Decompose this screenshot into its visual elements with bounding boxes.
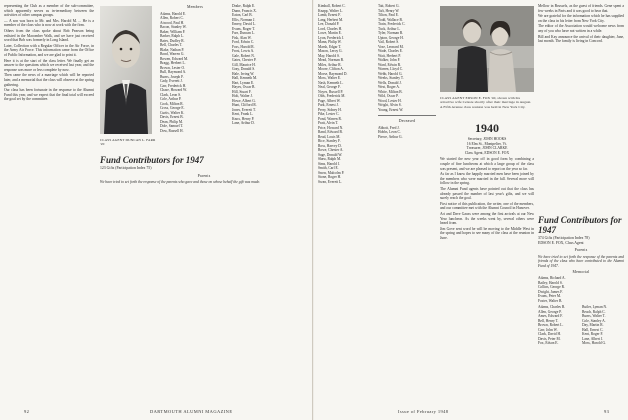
name-entry: Marsh, Edgar T.: [318, 44, 342, 49]
name-entry: Carr, John W.: [538, 327, 558, 332]
name-entry: Smith, Carl E.: [318, 166, 339, 170]
name-entry: Rand, Edward B.: [318, 130, 343, 134]
name-entry: Knapp, Walter L.: [318, 8, 343, 13]
class-1940-column: [440, 118, 534, 403]
name-entry: Holt, Walter J.: [232, 94, 253, 98]
name-entry: Cole, Arthur P.: [160, 97, 182, 101]
name-entry: May, Harold S.: [318, 53, 340, 58]
contributor-list-b: [582, 305, 624, 346]
name-entry: Warren, Lloyd C.: [378, 67, 404, 71]
name-entry: Vose, Leonard M.: [378, 44, 404, 49]
name-entry: Pike, Lester C.: [318, 112, 340, 116]
paragraph: Our class has been fortunate in the response to the Alumni Fund this year, and we expect that the final total will exceed the goal set by the committee.: [4, 88, 94, 102]
fund-subtitle: 123 Gifts (Participation Index 75): [100, 166, 152, 170]
right-page: [314, 0, 628, 420]
name-entry: Hayes, Oscar B.: [232, 85, 256, 89]
contributor-list-a: [538, 305, 580, 346]
name-entry: Train, Frederick C.: [378, 22, 406, 26]
name-entry: Collins, George R.: [538, 285, 565, 290]
name-entry: Ellis, Norman J.: [232, 17, 256, 22]
name-entry: Eaton, Carl B.: [232, 13, 253, 17]
name-entry: Hill, Stuart F.: [232, 89, 252, 94]
name-entry: Hunt, Clifford R.: [232, 103, 257, 107]
name-entry: Cady, Everett J.: [160, 79, 183, 83]
name-entry: Gale, Robert N.: [232, 53, 255, 58]
paragraph: — A son was born to Mr. and Mrs. Harold M. ... He is a member of the class who is now at work with the firm.: [4, 18, 94, 28]
name-entry: Frost, Lewis A.: [232, 49, 255, 53]
name-entry: Mann, Philip W.: [318, 40, 342, 44]
name-entry: Davis, Ernest B.: [160, 115, 184, 119]
name-entry: Tyler, Norman R.: [378, 31, 404, 35]
name-entry: Butler, Lyman N.: [582, 305, 608, 310]
name-entry: Bell, Charles T.: [160, 43, 183, 47]
name-entry: Webb, Harold G.: [378, 71, 403, 76]
right-footer: Issue of February 1948: [398, 409, 449, 414]
name-entry: Gray, Donald S.: [232, 67, 256, 71]
name-entry: Nash, Kenneth L.: [318, 80, 344, 85]
name-entry: Lane, Arthur D.: [232, 121, 255, 125]
name-entry: Mason, Leroy G.: [318, 49, 343, 53]
name-entry: Dwight, James F.: [538, 289, 563, 294]
name-entry: Knox, Henry P.: [232, 116, 255, 121]
name-entry: Read, Louis M.: [318, 134, 341, 139]
name-entry: Upton, George H.: [378, 35, 404, 40]
paragraph: We started the new year off in good form by combining a couple of fine luncheons at which a large group of the class was present, and we are pleased to report on the year so far.: [440, 157, 534, 171]
name-entry: Snow, Malcolm P.: [318, 170, 345, 175]
name-entry: Cole, Stanley A.: [582, 318, 606, 323]
name-entry: Rice, Stanley F.: [318, 139, 341, 143]
name-entry: Adams, Richard A.: [538, 276, 566, 281]
photo-caption: CLASS AGENT DUNCAN L. FARR '20: [100, 138, 156, 147]
portrait-photo: [100, 6, 152, 134]
name-entry: Wait, Herbert P.: [378, 53, 401, 58]
name-entry: Clark, David H.: [538, 332, 561, 337]
name-entry: Brown, Robert L.: [538, 323, 564, 328]
name-entry: Ames, Edward F.: [538, 314, 563, 319]
name-entry: West, Roger A.: [378, 85, 400, 89]
right-page-number: 93: [604, 409, 610, 414]
paragraph: Mellow in Brussels, as the guest of friends. Gene spent a few weeks in Paris and it was good to hear that.: [538, 4, 624, 13]
name-entry: Kent, Roger F.: [582, 332, 604, 337]
fund-note: We have tried to set forth the response of the parents and friends of the class who have contributed to the Alumni Fund of 1947.: [538, 254, 624, 268]
name-entry: Lang, Herbert M.: [318, 17, 344, 22]
paragraph: Later, Collection with a Regular Officer in the Air Force, in the Army Air Force. This information came from the Office of Public Information, and we are glad to print it.: [4, 43, 94, 57]
name-entry: Wood, Lester H.: [378, 98, 402, 103]
name-entry: Swan, Everett L.: [318, 179, 343, 184]
paragraph: We are grateful for the information which he has supplied on the class in his letter from New York City.: [538, 14, 624, 23]
name-entry: Moore, Clifton A.: [318, 67, 344, 71]
name-entry: Moss, Walter E.: [318, 76, 342, 80]
name-entry: Curtis, Walter K.: [160, 110, 185, 115]
name-entry: Rowe, Chester A.: [318, 148, 344, 152]
fund-title: Fund Contributors for 1947: [538, 215, 622, 235]
paragraph: Art and Dave Gauss were among the first arrivals at our New Year luncheon. As the weeks went by, several others were heard from.: [440, 211, 534, 226]
name-entry: Bates, Dudley R.: [160, 38, 185, 43]
name-entry: Lowe, Martin E.: [318, 31, 342, 35]
name-entry: Davis, Peter M.: [538, 336, 561, 341]
name-entry: Mead, Norman B.: [318, 58, 344, 62]
fund-title: Fund Contributors for 1947: [100, 155, 204, 165]
paragraph: Jim Gove sent word he will be moving to the Middle West in the spring and hopes to see many of the class at the reunion in June.: [440, 226, 534, 240]
name-entry: Dean, Philip M.: [160, 119, 183, 124]
fund-block-left: [100, 152, 308, 402]
name-entry: Adams, Harold E.: [160, 11, 186, 16]
name-entry: Carr, Frederick H.: [160, 83, 187, 88]
left-page-number: 92: [24, 409, 30, 414]
name-entry: Shaw, Ralph M.: [318, 157, 342, 161]
memorial-list: [538, 276, 624, 303]
name-entry: Hobbs, Leon C.: [378, 130, 401, 134]
name-entry: Bond, Warren G.: [160, 52, 185, 56]
name-entry: Wright, Alvin S.: [378, 103, 402, 107]
name-entry: Abbott, Fred J.: [378, 125, 400, 130]
section-header: Members: [186, 5, 204, 9]
name-entry: Pond, Warren R.: [318, 116, 342, 121]
name-entry: Park, Ernest J.: [318, 103, 339, 107]
name-entry: White, Milton B.: [378, 89, 403, 94]
name-entry: Tilton, Paul E.: [378, 13, 399, 17]
name-entry: Jones, Everett T.: [232, 107, 256, 112]
name-entry: Evans, Roger T.: [232, 26, 256, 31]
left-page: [0, 0, 313, 420]
name-entry: Bailey, Harold S.: [538, 280, 563, 285]
name-entry: Hale, Irving W.: [232, 71, 255, 76]
name-entry: Bell, Henry T.: [538, 318, 559, 323]
paragraph: As far as I know the happily married men have been joined by the members who were married in the fall. Several more will follow in the spring.: [440, 172, 534, 186]
name-entry: Weeks, Stanley T.: [378, 76, 404, 80]
name-entry: Vail, Robert S.: [378, 40, 400, 44]
name-entry: Page, Albert W.: [318, 98, 341, 103]
name-entry: Bragg, Herbert L.: [160, 61, 186, 65]
name-entry: Barker, Ralph L.: [160, 34, 185, 38]
fund-block-right: [538, 212, 624, 404]
name-entry: Baker, William F.: [160, 29, 186, 34]
name-entry: Allen, George P.: [538, 309, 562, 314]
photo-caption: CLASS AGENT EDSON E. FOX '40, shown with his attractive wife Celeste shortly after their marriage in August. A Fifth Avenue class reunion was held in New York City.: [440, 96, 532, 109]
paragraph: Others from the class spoke about Bob Pearson being enlisted in the Macomber Walk, and we have just received word that Bob was formerly in Long Island.: [4, 28, 94, 43]
name-entry: Taft, Henry W.: [378, 8, 400, 13]
name-entry: Bull, Raymond A.: [160, 70, 187, 74]
name-entry: Fisk, Alan W.: [232, 35, 252, 40]
name-entry: Foster, Walter B.: [538, 298, 563, 303]
name-entry: Hall, Kenneth M.: [232, 76, 258, 80]
name-entry: Chase, Howard W.: [160, 88, 187, 92]
name-entry: Neal, George F.: [318, 85, 341, 89]
paragraph: First notice of this publication, the writer, one of the members, and our committee met with the Alumni Council in Hanover.: [440, 201, 534, 211]
members-list: [160, 4, 230, 154]
paragraph: The Alumni Fund agents have pointed out that the class has already passed the number of last year's gifts, and we will surely reach the goal.: [440, 186, 534, 201]
name-entry: Young, Ernest W.: [378, 107, 404, 112]
paragraph: Here it is at the start of the class letter. We finally get an answer to the questions which we received last year, and the response was more or less complete by now.: [4, 58, 94, 72]
deceased-header: Deceased: [398, 119, 416, 123]
name-entry: Adams, Charles B.: [538, 305, 566, 310]
name-entry: Kent, Frank L.: [232, 112, 254, 116]
fund-subtitle: 374 Gifts (Participation Index 78): [538, 236, 590, 240]
memorial-header: Memorial: [572, 269, 590, 274]
name-entry: Hall, Ernest C.: [582, 327, 604, 332]
secretary-line: Secretary, JOHN HOOKS: [467, 137, 507, 141]
name-entry: Bacon, Stanley W.: [160, 25, 187, 29]
class-year: 1940: [475, 121, 499, 135]
name-entry: Wild, Oscar P.: [378, 94, 399, 98]
name-entry: Evans, Peter M.: [538, 294, 561, 299]
fund-agent: EDSON E. FOX, Class Agent: [538, 240, 584, 245]
name-entry: Cook, Milton R.: [160, 101, 184, 106]
left-column-1: [4, 4, 94, 404]
fund-note: We have tried to set forth the response of the parents who gave and those on whose behalf the gift was made.: [100, 180, 261, 185]
left-footer: DARTMOUTH ALUMNI MAGAZINE: [150, 409, 233, 414]
name-entry: Tuck, Arthur L.: [378, 26, 401, 31]
name-entry: Atwood, Paul H.: [160, 20, 185, 25]
name-entry: Todd, Wallace B.: [378, 17, 403, 22]
name-entry: Emery, David L.: [232, 22, 256, 26]
name-entry: Blake, Nathan P.: [160, 47, 184, 52]
name-entry: Kimball, Robert C.: [318, 4, 346, 8]
name-entry: Price, Howard N.: [318, 125, 344, 130]
name-entry: Lee, Donald P.: [318, 22, 340, 26]
divider: [378, 115, 436, 116]
right-column-4: [538, 4, 624, 134]
couple-photo: [440, 6, 534, 92]
name-entry: Miles, Arthur R.: [318, 62, 342, 67]
name-entry: Ross, Harvey D.: [318, 143, 342, 148]
name-entry: Morse, Raymond D.: [318, 71, 348, 76]
name-entry: Fox, Edson E.: [538, 341, 559, 346]
name-entry: Day, Martin R.: [582, 323, 604, 328]
right-names-col-1: [318, 4, 376, 404]
paragraph: representing the Club as a member of the sub-committee, which apparently serves as in-termediary between the activities of other campus groups.: [4, 4, 94, 18]
paragraph: Then came the news of a marriage which will be reported later, and a memorial that the class will observe at the spring gathering.: [4, 73, 94, 87]
name-entry: Drake, Ralph E.: [232, 4, 256, 8]
name-entry: Ford, Edwin C.: [232, 40, 255, 44]
name-entry: Sims, Harold J.: [318, 161, 341, 166]
name-entry: Brown, Lester O.: [160, 65, 185, 70]
right-names-col-2: [378, 4, 436, 404]
name-entry: Wells, Donald J.: [378, 80, 402, 85]
name-entry: Olds, Frederick M.: [318, 94, 346, 98]
name-entry: Tait, Robert G.: [378, 4, 400, 8]
name-entry: Burns, Walter T.: [582, 314, 606, 319]
treasurer-line: Treasurer, JOHN CLARKE: [466, 146, 508, 151]
name-entry: Stone, Roger H.: [318, 175, 342, 179]
name-entry: Dole, Samuel T.: [160, 124, 184, 128]
parents-header: Parents: [197, 173, 211, 178]
name-entry: Perry, Sidney H.: [318, 107, 342, 112]
name-entry: Ward, Edwin R.: [378, 62, 402, 67]
address-line: 16 Elm St., Montpelier, Vt.: [466, 141, 508, 146]
name-entry: Beach, Ralph C.: [582, 309, 606, 314]
name-entry: Howe, Albert G.: [232, 98, 256, 103]
name-entry: Allen, Robert C.: [160, 16, 184, 20]
name-entry: Cross, George E.: [160, 106, 185, 110]
name-entry: Burns, Joseph F.: [160, 74, 184, 79]
name-entry: Gates, Chester P.: [232, 58, 257, 62]
paragraph: The editor of the Association would welcome news from any of you who have not written in a while.: [538, 24, 624, 33]
name-entry: Dunn, Francis X.: [232, 8, 257, 13]
agent-line: Class Agent, EDSON E. FOX: [464, 150, 510, 155]
name-entry: Dow, Russell H.: [160, 128, 184, 133]
name-entry: Lyon, Frederick J.: [318, 35, 345, 40]
name-entry: Gill, Maurice H.: [232, 62, 256, 67]
name-entry: Lord, Charles H.: [318, 26, 343, 31]
name-entry: Lane, Albert J.: [582, 336, 604, 341]
name-entry: Noyes, Russell P.: [318, 89, 343, 94]
name-entry: Moss, Harold G.: [582, 341, 606, 346]
name-entry: Lamb, Ernest F.: [318, 13, 341, 17]
name-entry: Foss, Harold R.: [232, 44, 255, 49]
name-entry: Farr, Duncan L.: [232, 31, 255, 35]
name-entry: Pratt, Alvin T.: [318, 121, 339, 125]
name-entry: Sage, Donald W.: [318, 152, 343, 157]
name-entry: Bowen, Edward M.: [160, 56, 189, 61]
parents-header: Parents: [574, 248, 588, 253]
name-entry: Wade, Charles E.: [378, 49, 403, 53]
name-entry: Pierce, Arthur G.: [378, 134, 403, 139]
name-entry: Clark, Leon S.: [160, 92, 181, 97]
contributor-lists: [538, 305, 624, 346]
name-entry: Walker, John F.: [378, 58, 401, 62]
paragraph: Bill and Kay announce the arrival of their daughter, Jane, last month. The family is living in Concord.: [538, 34, 624, 44]
name-entry: Hart, Lyman E.: [232, 80, 255, 85]
members-list-continued: [232, 4, 308, 154]
